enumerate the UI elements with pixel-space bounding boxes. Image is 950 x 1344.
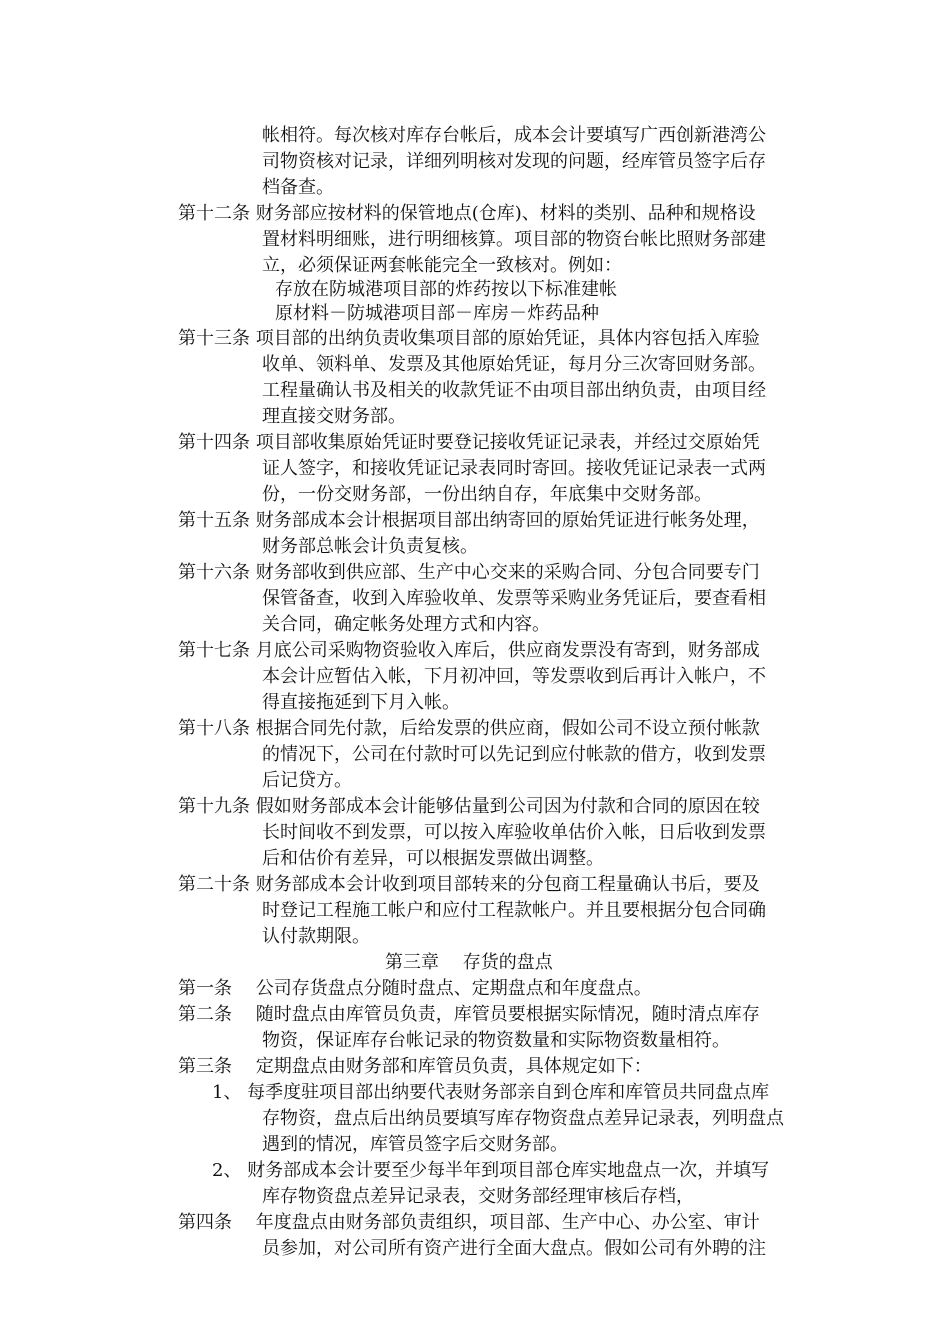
text-line: 时登记工程施工帐户和应付工程款帐户。并且要根据分包合同确 — [262, 900, 766, 921]
text-line: 第一条 公司存货盘点分随时盘点、定期盘点和年度盘点。 — [178, 978, 652, 999]
text-line: 认付款期限。 — [262, 926, 370, 947]
text-line: 档备查。 — [262, 177, 334, 198]
text-line: 立，必须保证两套帐能完全一致核对。例如： — [262, 255, 622, 276]
text-line: 司物资核对记录，详细列明核对发现的问题，经库管员签字后存 — [262, 151, 766, 172]
text-line: 后和估价有差异，可以根据发票做出调整。 — [262, 848, 604, 869]
text-line: 1、 每季度驻项目部出纳要代表财务部亲自到仓库和库管员共同盘点库 — [212, 1082, 770, 1103]
text-line: 第十二条 财务部应按材料的保管地点(仓库)、材料的类别、品种和规格设 — [178, 203, 756, 224]
text-line: 物资，保证库存台帐记录的物资数量和实际物资数量相符。 — [262, 1030, 730, 1051]
text-line: 份，一份交财务部，一份出纳自存，年底集中交财务部。 — [262, 484, 712, 505]
text-line: 本会计应暂估入帐，下月初冲回，等发票收到后再计入帐户，不 — [262, 666, 766, 687]
text-line: 存物资，盘点后出纳员要填写库存物资盘点差异记录表，列明盘点 — [262, 1108, 784, 1129]
text-line: 原材料－防城港项目部－库房－炸药品种 — [275, 303, 599, 324]
text-line: 第四条 年度盘点由财务部负责组织，项目部、生产中心、办公室、审计 — [178, 1212, 760, 1233]
text-line: 第十四条 项目部收集原始凭证时要登记接收凭证记录表，并经过交原始凭 — [178, 432, 760, 453]
text-line: 第十六条 财务部收到供应部、生产中心交来的采购合同、分包合同要专门 — [178, 562, 760, 583]
text-line: 财务部总帐会计负责复核。 — [262, 536, 478, 557]
text-line: 第十八条 根据合同先付款，后给发票的供应商，假如公司不设立预付帐款 — [178, 718, 760, 739]
text-line: 理直接交财务部。 — [262, 406, 406, 427]
text-line: 第十九条 假如财务部成本会计能够估量到公司因为付款和合同的原因在较 — [178, 796, 760, 817]
text-line: 证人签字，和接收凭证记录表同时寄回。接收凭证记录表一式两 — [262, 458, 766, 479]
text-line: 第二条 随时盘点由库管员负责，库管员要根据实际情况，随时清点库存 — [178, 1004, 760, 1025]
text-line: 后记贷方。 — [262, 770, 352, 791]
text-line: 遇到的情况，库管员签字后交财务部。 — [262, 1134, 568, 1155]
text-line: 帐相符。每次核对库存台帐后，成本会计要填写广西创新港湾公 — [262, 125, 766, 146]
text-line: 第十五条 财务部成本会计根据项目部出纳寄回的原始凭证进行帐务处理， — [178, 510, 760, 531]
text-line: 第二十条 财务部成本会计收到项目部转来的分包商工程量确认书后，要及 — [178, 874, 760, 895]
text-line: 得直接拖延到下月入帐。 — [262, 692, 460, 713]
text-line: 库存物资盘点差异记录表，交财务部经理审核后存档， — [262, 1186, 694, 1207]
text-line: 员参加，对公司所有资产进行全面大盘点。假如公司有外聘的注 — [262, 1238, 766, 1259]
text-line: 的情况下，公司在付款时可以先记到应付帐款的借方，收到发票 — [262, 744, 766, 765]
text-line: 2、 财务部成本会计要至少每半年到项目部仓库实地盘点一次，并填写 — [212, 1160, 770, 1181]
text-line: 第三条 定期盘点由财务部和库管员负责，具体规定如下： — [178, 1056, 652, 1077]
text-line: 长时间收不到发票，可以按入库验收单估价入帐，日后收到发票 — [262, 822, 766, 843]
text-line: 存放在防城港项目部的炸药按以下标准建帐 — [275, 279, 617, 300]
text-line: 关合同，确定帐务处理方式和内容。 — [262, 614, 550, 635]
text-line: 收单、领料单、发票及其他原始凭证，每月分三次寄回财务部。 — [262, 354, 766, 375]
text-line: 置材料明细账，进行明细核算。项目部的物资台帐比照财务部建 — [262, 229, 766, 250]
text-line: 工程量确认书及相关的收款凭证不由项目部出纳负责，由项目经 — [262, 380, 766, 401]
text-line: 第十七条 月底公司采购物资验收入库后，供应商发票没有寄到，财务部成 — [178, 640, 760, 661]
text-line: 保管备查，收到入库验收单、发票等采购业务凭证后，要查看相 — [262, 588, 766, 609]
chapter-heading: 第三章 存货的盘点 — [385, 952, 553, 973]
text-line: 第十三条 项目部的出纳负责收集项目部的原始凭证，具体内容包括入库验 — [178, 328, 760, 349]
